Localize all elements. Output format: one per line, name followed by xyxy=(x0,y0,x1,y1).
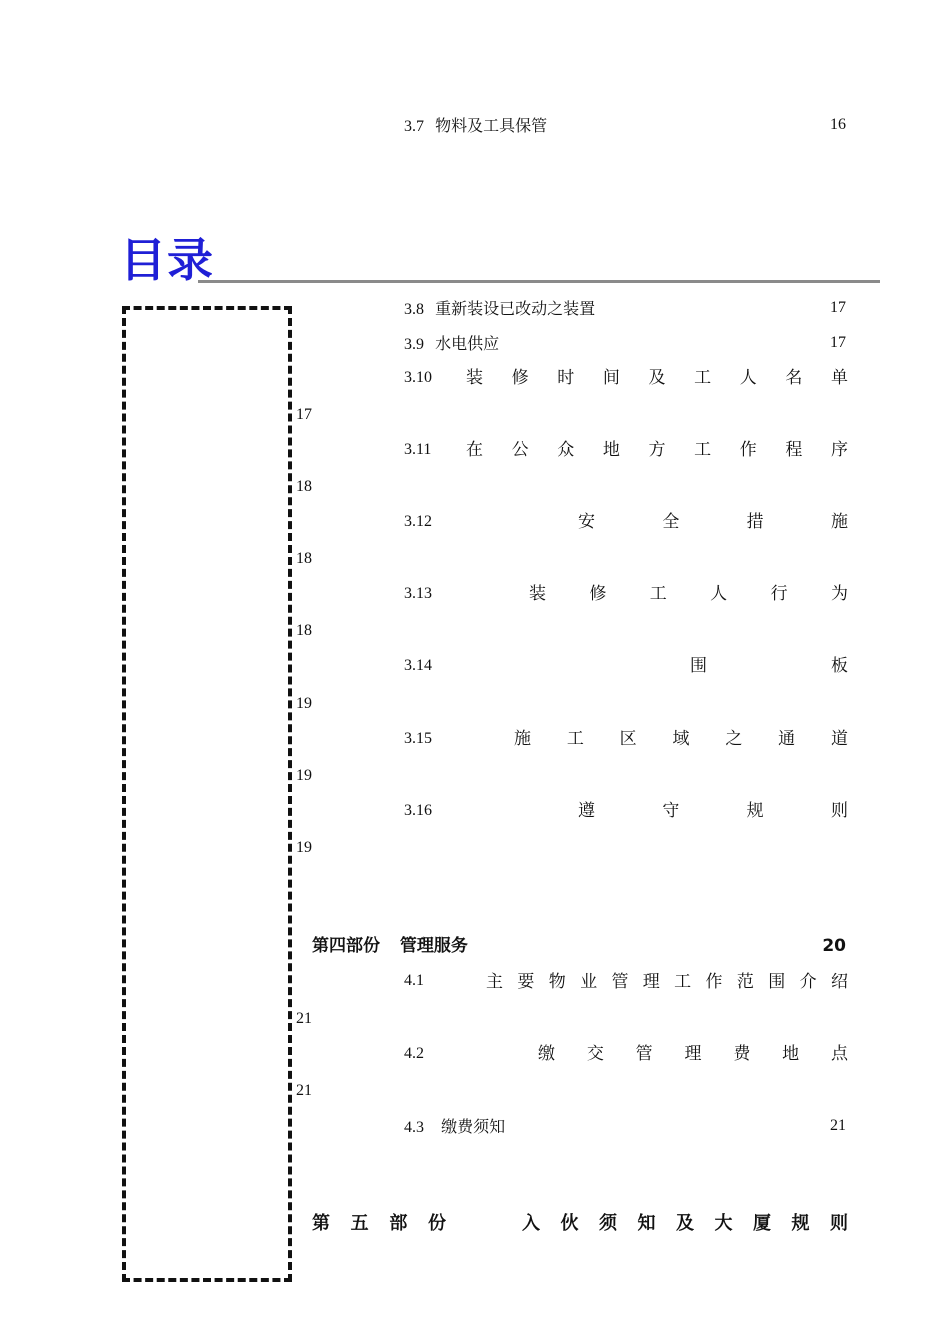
entry-char: 道 xyxy=(830,729,848,749)
entry-char: 单 xyxy=(831,368,848,388)
entry-char: 绍 xyxy=(830,972,848,992)
entry-char: 管 xyxy=(635,1044,653,1064)
entry-char: 工 xyxy=(674,972,692,992)
entry-char: 装 xyxy=(466,368,483,388)
entry-char: 主 xyxy=(486,972,503,992)
toc-part-4[interactable] xyxy=(312,936,468,956)
entry-page: 17 xyxy=(830,334,846,351)
entry-char: 程 xyxy=(785,440,803,460)
entry-char: 全 xyxy=(662,512,680,532)
entry-char: 介 xyxy=(799,972,817,992)
entry-title: 重新装设已改动之装置 xyxy=(435,299,596,318)
entry-char: 施 xyxy=(830,512,848,532)
entry-number: 3.12 xyxy=(404,513,432,530)
entry-number: 3.13 xyxy=(404,585,432,602)
entry-page: 19 xyxy=(296,839,312,856)
toc-entry-4-2[interactable] xyxy=(538,1044,848,1064)
part-char: 厦 xyxy=(753,1213,771,1234)
part-char: 份 xyxy=(427,1213,446,1234)
entry-page: 21 xyxy=(296,1082,312,1099)
part-char: 知 xyxy=(637,1213,656,1234)
entry-char: 安 xyxy=(578,512,595,532)
entry-page: 17 xyxy=(830,299,846,316)
entry-page: 18 xyxy=(296,550,312,567)
entry-char: 公 xyxy=(511,440,529,460)
entry-char: 地 xyxy=(782,1044,800,1064)
entry-char: 理 xyxy=(684,1044,702,1064)
entry-char: 要 xyxy=(517,972,535,992)
entry-char: 修 xyxy=(589,584,607,604)
entry-number: 4.2 xyxy=(404,1045,424,1062)
entry-char: 缴 xyxy=(538,1044,555,1064)
toc-entry-3-10[interactable] xyxy=(466,368,848,388)
entry-page: 21 xyxy=(296,1010,312,1027)
entry-char: 围 xyxy=(768,972,786,992)
entry-char: 点 xyxy=(830,1044,848,1064)
toc-entry-3-9[interactable] xyxy=(404,334,499,355)
toc-entry-3-12[interactable] xyxy=(578,512,848,532)
dashed-frame xyxy=(122,306,292,1282)
entry-char: 在 xyxy=(466,440,483,460)
entry-char: 施 xyxy=(514,729,531,749)
toc-entry-3-15[interactable] xyxy=(514,729,848,749)
entry-char: 围 xyxy=(690,656,707,676)
entry-char: 交 xyxy=(586,1044,604,1064)
entry-char: 名 xyxy=(785,368,803,388)
entry-number: 3.10 xyxy=(404,369,432,386)
toc-entry-3-11[interactable] xyxy=(466,440,848,460)
entry-char: 时 xyxy=(557,368,575,388)
entry-number: 3.9 xyxy=(404,336,424,353)
toc-entry-3-14[interactable] xyxy=(690,656,848,676)
entry-char: 地 xyxy=(602,440,620,460)
entry-char: 遵 xyxy=(578,801,595,821)
part-page: 20 xyxy=(822,936,846,956)
entry-char: 通 xyxy=(778,729,796,749)
toc-title: 目录 xyxy=(120,233,214,287)
entry-title: 水电供应 xyxy=(435,334,500,353)
part-label: 第四部份 xyxy=(312,936,380,956)
entry-char: 区 xyxy=(619,729,637,749)
entry-char: 管 xyxy=(611,972,629,992)
entry-char: 措 xyxy=(746,512,764,532)
entry-char: 则 xyxy=(830,801,848,821)
toc-part-5-title[interactable] xyxy=(522,1214,848,1234)
entry-title: 缴费须知 xyxy=(441,1117,506,1136)
entry-char: 方 xyxy=(648,440,666,460)
entry-char: 工 xyxy=(694,368,712,388)
entry-char: 间 xyxy=(602,368,620,388)
toc-entry-3-7[interactable] xyxy=(404,116,547,137)
entry-number: 3.8 xyxy=(404,301,424,318)
part-char: 须 xyxy=(599,1213,617,1234)
entry-page: 19 xyxy=(296,767,312,784)
entry-char: 人 xyxy=(710,584,728,604)
entry-char: 众 xyxy=(557,440,575,460)
entry-char: 工 xyxy=(566,729,584,749)
toc-entry-3-8[interactable] xyxy=(404,299,595,320)
entry-char: 序 xyxy=(831,440,848,460)
entry-char: 费 xyxy=(733,1044,751,1064)
entry-number: 3.11 xyxy=(404,441,432,458)
entry-number: 4.3 xyxy=(404,1119,424,1136)
entry-char: 域 xyxy=(672,729,690,749)
entry-char: 行 xyxy=(770,584,788,604)
entry-char: 之 xyxy=(725,729,743,749)
part-char: 则 xyxy=(830,1213,848,1234)
entry-char: 修 xyxy=(511,368,529,388)
entry-char: 物 xyxy=(548,972,566,992)
part-char: 及 xyxy=(676,1213,694,1234)
toc-part-5-label[interactable] xyxy=(312,1214,446,1234)
entry-number: 3.7 xyxy=(404,118,424,135)
entry-number: 3.15 xyxy=(404,730,432,747)
entry-char: 为 xyxy=(830,584,848,604)
entry-char: 板 xyxy=(831,656,848,676)
entry-page: 19 xyxy=(296,695,312,712)
entry-char: 工 xyxy=(649,584,667,604)
toc-entry-4-1[interactable] xyxy=(486,972,848,992)
entry-page: 16 xyxy=(830,116,846,133)
entry-number: 3.14 xyxy=(404,657,432,674)
entry-char: 人 xyxy=(739,368,757,388)
part-char: 五 xyxy=(350,1213,369,1234)
entry-char: 范 xyxy=(736,972,754,992)
heading-rule xyxy=(198,280,880,283)
part-char: 规 xyxy=(791,1213,810,1234)
entry-char: 工 xyxy=(694,440,712,460)
entry-char: 业 xyxy=(580,972,598,992)
entry-number: 3.16 xyxy=(404,802,432,819)
part-char: 第 xyxy=(312,1213,330,1234)
part-char: 伙 xyxy=(560,1213,579,1234)
entry-char: 作 xyxy=(705,972,723,992)
entry-char: 作 xyxy=(739,440,757,460)
toc-entry-3-13[interactable] xyxy=(529,584,848,604)
part-title: 管理服务 xyxy=(399,936,468,956)
entry-page: 17 xyxy=(296,406,312,423)
toc-entry-3-16[interactable] xyxy=(578,801,848,821)
entry-char: 理 xyxy=(642,972,660,992)
toc-entry-4-3[interactable] xyxy=(404,1117,505,1138)
entry-char: 规 xyxy=(746,801,764,821)
entry-char: 守 xyxy=(662,801,680,821)
entry-char: 及 xyxy=(648,368,666,388)
entry-number: 4.1 xyxy=(404,972,424,989)
entry-title: 物料及工具保管 xyxy=(435,116,548,135)
entry-char: 装 xyxy=(529,584,546,604)
entry-page: 18 xyxy=(296,622,312,639)
part-char: 大 xyxy=(714,1213,733,1234)
part-char: 入 xyxy=(522,1213,540,1234)
entry-page: 18 xyxy=(296,478,312,495)
part-char: 部 xyxy=(389,1213,408,1234)
entry-page: 21 xyxy=(830,1117,846,1134)
